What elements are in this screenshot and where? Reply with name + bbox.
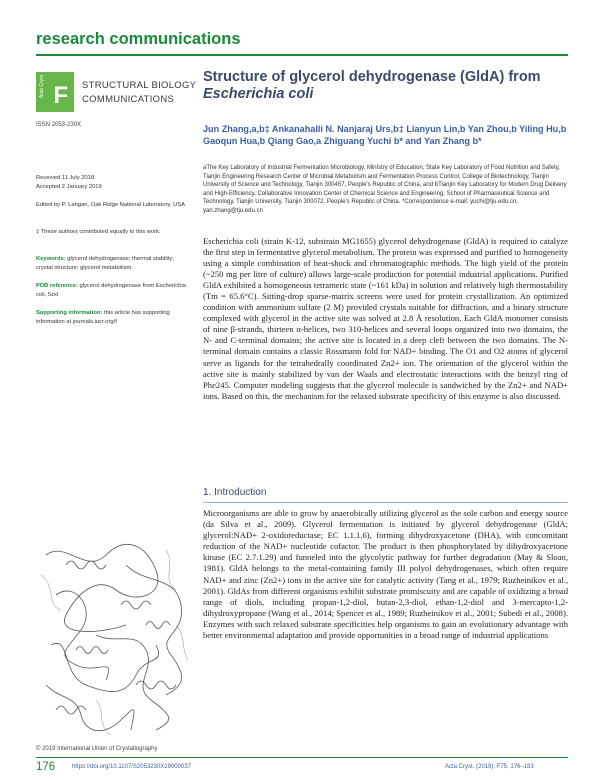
intro-heading: 1. Introduction <box>203 487 267 498</box>
pdb-text: glycerol dehydrogenase from Escherichia coli, 5zxl <box>36 283 186 298</box>
copyright: © 2019 International Union of Crystallography <box>36 746 158 752</box>
keywords-text: glycerol dehydrogenase; thermal stability; crystal structure; glycerol metabolism. <box>36 256 174 271</box>
journal-name <box>82 79 196 107</box>
logo-small-text: Acta Cryst <box>39 75 45 99</box>
title-line2: Escherichia coli <box>203 86 314 102</box>
intro-body: Microorganisms are able to grow by anaerobically utilizing glycerol as the sole carbon and energy source (da Silva et al., 2009). Glycerol fermentation is initiated by glycerol dehydrogenase (GldA; glycerol:NAD+ 2-oxidoreductase; EC 1.1.1.6), forming dihydroxyacetone (DHA), with concomitant reduction of the NAD+ nucleotide cofactor. The product is then phosphorylated by dihydroxyacetone kinase (EC 2.7.1.29) and funneled into the glycolytic pathway for further degradation (May & Sloan, 1981). GldA belongs to the metal-containing family III polyol dehydrogenases, which often require NAD+ and zinc (Zn2+) ions in the active site for catalytic activity (Tang et al., 1979; Ruzheinikov et al., 2001). GldAs from different organisms exhibit substrate promiscuity and are capable of oxidizing a broad range of diols, including propan-1,2-diol, butan-2,3-diol, ethan-1,2-diol and 3-mercapto-1,2-dihydroxypropane (Wang et al., 2014; Spencer et al., 1989; Ruzheinikov et al., 2001; Subedi et al., 2008). Enzymes with such relaxed substrate specificities help organisms to gain an evolutionary advantage with better environmental adaptation and provide opportunities in a broad range of industrial applications <box>203 508 568 641</box>
authors-line2: Gaoqun Hua,b Qiang Gao,a Zhiguang Yuchi b* and Yan Zhang b* <box>203 136 482 147</box>
keywords <box>36 255 192 272</box>
supporting-info <box>36 309 186 326</box>
protein-structure-figure <box>36 535 194 740</box>
contrib-note: ‡ These authors contributed equally to this work. <box>36 229 161 235</box>
supp-text[interactable]: this article has supporting information at journals.iucr.org/f <box>36 310 170 325</box>
issn: ISSN 2053-230X <box>36 122 82 128</box>
journal-name-line1: STRUCTURAL BIOLOGY <box>82 80 197 91</box>
article-title <box>203 69 568 103</box>
molecule-ribbons <box>46 544 182 730</box>
footer-rule <box>36 757 568 758</box>
journal-name-line2: COMMUNICATIONS <box>82 94 175 105</box>
intro-rule <box>203 502 568 503</box>
section-header: research communications <box>36 30 241 48</box>
citation: Acta Cryst. (2019). F75, 176–183 <box>445 764 534 770</box>
title-line1: Structure of glycerol dehydrogenase (GldA) from <box>203 69 541 85</box>
pdb-reference <box>36 282 186 299</box>
supp-label: Supporting information: <box>36 310 103 316</box>
affiliations: aThe Key Laboratory of Industrial Fermentation Microbiology, Ministry of Education, State Key Laboratory of Food Nutrition and Safety, Tianjin Engineering Research Center of Microbial Metabolism and Fermentation Process Control, College of Biotechnology, Tianjin University of Science and Technology, Tianjin 300457, People's Republic of China, and bTianjin Key Laboratory for Modern Drug Delivery and High-Efficiency, Collaborative Innovation Center of Chemical Science and Engineering, School of Pharmaceutical Science and Technology, Tianjin University, Tianjin 300072, People's Republic of China. *Correspondence e-mail: yuchi@tju.edu.cn, yan.zhang@tju.edu.cn <box>203 165 567 214</box>
keywords-label: Keywords: <box>36 256 66 262</box>
authors-line1: Jun Zhang,a,b‡ Ankanahalli N. Nanjaraj Urs,b‡ Lianyun Lin,b Yan Zhou,b Yiling Hu,b <box>203 124 567 134</box>
pdb-label: PDB reference: <box>36 283 78 289</box>
edited-by: Edited by P. Langan, Oak Ridge National Laboratory, USA <box>36 202 185 208</box>
abstract: Escherichia coli (strain K-12, substrain MG1655) glycerol dehydrogenase (GldA) is required to catalyze the first step in fermentative glycerol metabolism. The protein was expressed and purified to homogeneity using a simple combination of heat-shock and chromatographic methods. The high yield of the protein (~250 mg per litre of culture) allows large-scale production for potential industrial applications. Purified GldA exhibited a homogeneous tetrameric state (~161 kDa) in solution and relatively high thermostability (Tm = 65.6°C). Sitting-drop sparse-matrix screens were used for protein crystallization. An optimized condition with ammonium sulfate (2 M) provided crystals suitable for diffraction, and a binary structure complexed with glycerol in the active site was solved at 2.8 Å resolution. Each GldA monomer consists of nine β-strands, thirteen α-helices, two 310-helices and several loops organized into two domains, the N- and C-terminal domains; the active site is located in a deep cleft between the two domains. The N-terminal domain contains a classic Rossmann fold for NAD+ binding. The O1 and O2 atoms of glycerol serve as ligands for the tetrahedrally coordinated Zn2+ ion. The orientation of the glycerol within the active site is mainly stabilized by van der Waals and electrostatic interactions with the benzyl ring of Phe245. Computer modeling suggests that the glycerol molecule is sandwiched by the Zn2+ and NAD+ ions. Based on this, the mechanism for the relaxed substrate specificity of this enzyme is also discussed. <box>203 236 568 401</box>
header-rule <box>36 54 568 56</box>
molecule-loops <box>41 550 188 735</box>
doi-link[interactable]: https://doi.org/10.1107/S2053230X19000037 <box>72 764 191 770</box>
journal-logo <box>36 72 74 112</box>
page-number: 176 <box>36 761 56 773</box>
author-list <box>203 123 573 148</box>
accepted-date: Accepted 2 January 2019 <box>36 184 102 190</box>
received-date: Received 11 July 2018 <box>36 175 95 181</box>
logo-letter: F <box>53 82 68 109</box>
